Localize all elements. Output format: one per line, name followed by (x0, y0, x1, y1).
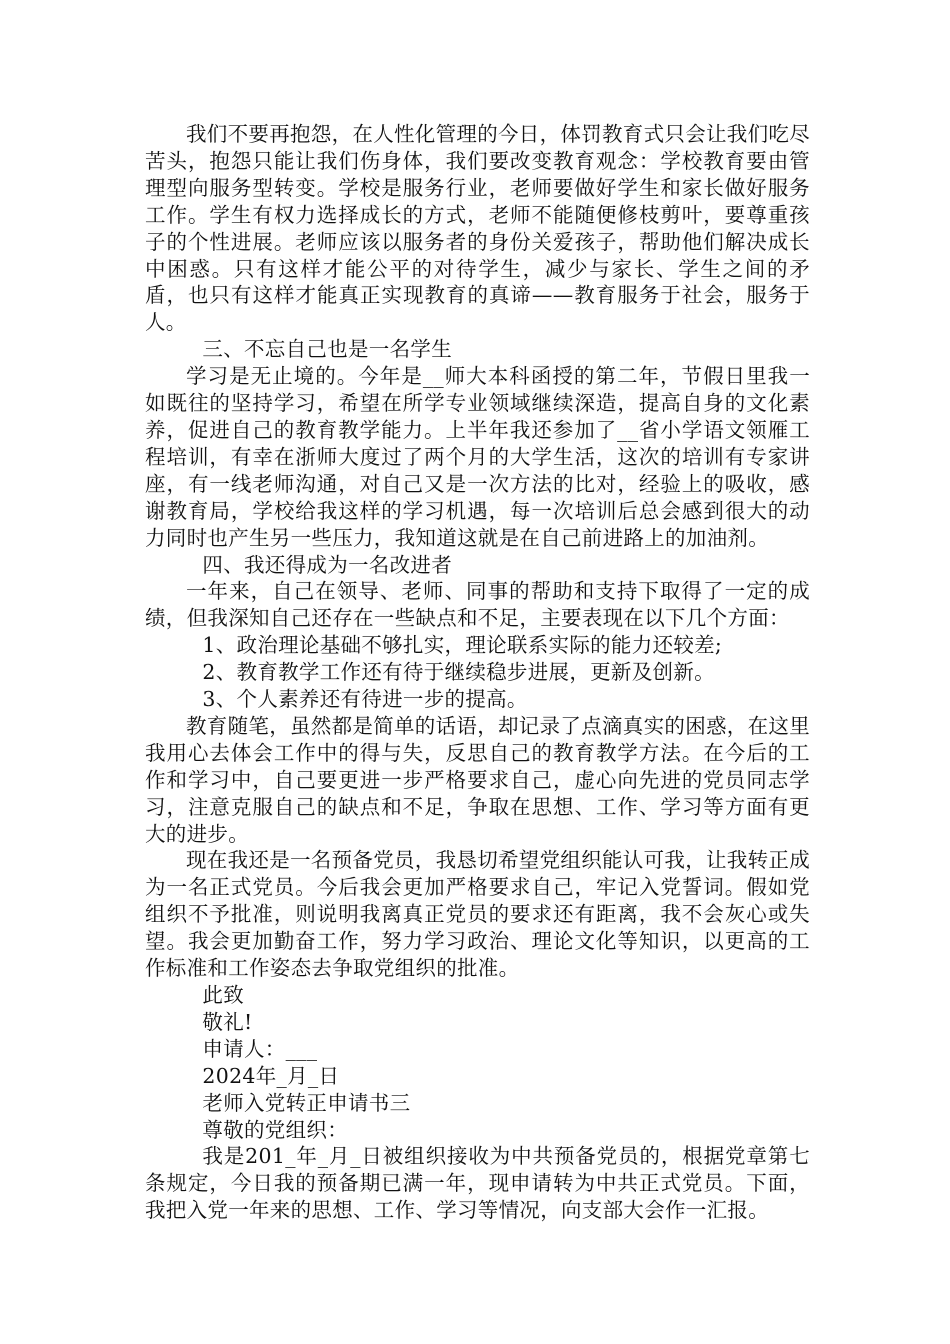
date-line: 2024年_月_日 (202, 1063, 340, 1088)
paragraph-shortcomings-intro: 一年来，自己在领导、老师、同事的帮助和支持下取得了一定的成绩，但我深知自己还存在一些缺点和不足，主要表现在以下几个方面： (145, 579, 810, 631)
paragraph-study: 学习是无止境的。今年是__师大本科函授的第二年，节假日里我一如既往的坚持学习，希望在所学专业领域继续深造，提高自身的文化素养，促进自己的教育教学能力。上半年我还参加了__省小学语文领雁工程培训，有幸在浙师大度过了两个月的大学生活，这次的培训有专家讲座，有一线老师沟通，对自己又是一次方法的比对，经验上的吸收，感谢教育局，学校给我这样的学习机遇，每一次培训后总会感到很大的动力同时也产生另一些压力，我知道这就是在自己前进路上的加油剂。 (145, 364, 810, 550)
document-body (145, 121, 810, 1224)
list-item-2: 2、教育教学工作还有待于继续稳步进展，更新及创新。 (202, 660, 715, 685)
paragraph-probation: 现在我还是一名预备党员，我恳切希望党组织能认可我，让我转正成为一名正式党员。今后我会更加严格要求自己，牢记入党誓词。假如党组织不予批准，则说明我离真正党员的要求还有距离，我不会灰心或失望。我会更加勤奋工作，努力学习政治、理论文化等知识，以更高的工作标准和工作姿态去争取党组织的批准。 (145, 848, 810, 981)
closing-regards: 敬礼! (202, 1009, 253, 1034)
list-item-3: 3、个人素养还有待进一步的提高。 (202, 687, 528, 712)
paragraph-reflection: 教育随笔，虽然都是简单的话语，却记录了点滴真实的困惑，在这里我用心去体会工作中的得与失，反思自己的教育教学方法。在今后的工作和学习中，自己要更进一步严格要求自己，虚心向先进的党员同志学习，注意克服自己的缺点和不足，争取在思想、工作、学习等方面有更大的进步。 (145, 713, 810, 846)
paragraph-service-education: 我们不要再抱怨，在人性化管理的今日，体罚教育式只会让我们吃尽苦头，抱怨只能让我们伤身体，我们要改变教育观念：学校教育要由管理型向服务型转变。学校是服务行业，老师要做好学生和家长做好服务工作。学生有权力选择成长的方式，老师不能随便修枝剪叶，要尊重孩子的个性进展。老师应该以服务者的身份关爱孩子，帮助他们解决成长中困惑。只有这样才能公平的对待学生，减少与家长、学生之间的矛盾，也只有这样才能真正实现教育的真谛——教育服务于社会，服务于人。 (145, 122, 810, 335)
section-heading-4: 四、我还得成为一名改进者 (202, 552, 452, 577)
section-heading-3: 三、不忘自己也是一名学生 (202, 337, 452, 362)
letter-title-three: 老师入党转正申请书三 (202, 1090, 411, 1115)
list-item-1: 1、政治理论基础不够扎实，理论联系实际的能力还较差; (202, 633, 723, 658)
applicant-line: 申请人：___ (202, 1036, 318, 1061)
greeting-line: 尊敬的党组织： (202, 1117, 348, 1142)
paragraph-new-application: 我是201_年_月_日被组织接收为中共预备党员的，根据党章第七条规定，今日我的预备期已满一年，现申请转为中共正式党员。下面，我把入党一年来的思想、工作、学习等情况，向支部大会作一汇报。 (145, 1144, 810, 1223)
closing-salutation: 此致 (202, 983, 244, 1007)
